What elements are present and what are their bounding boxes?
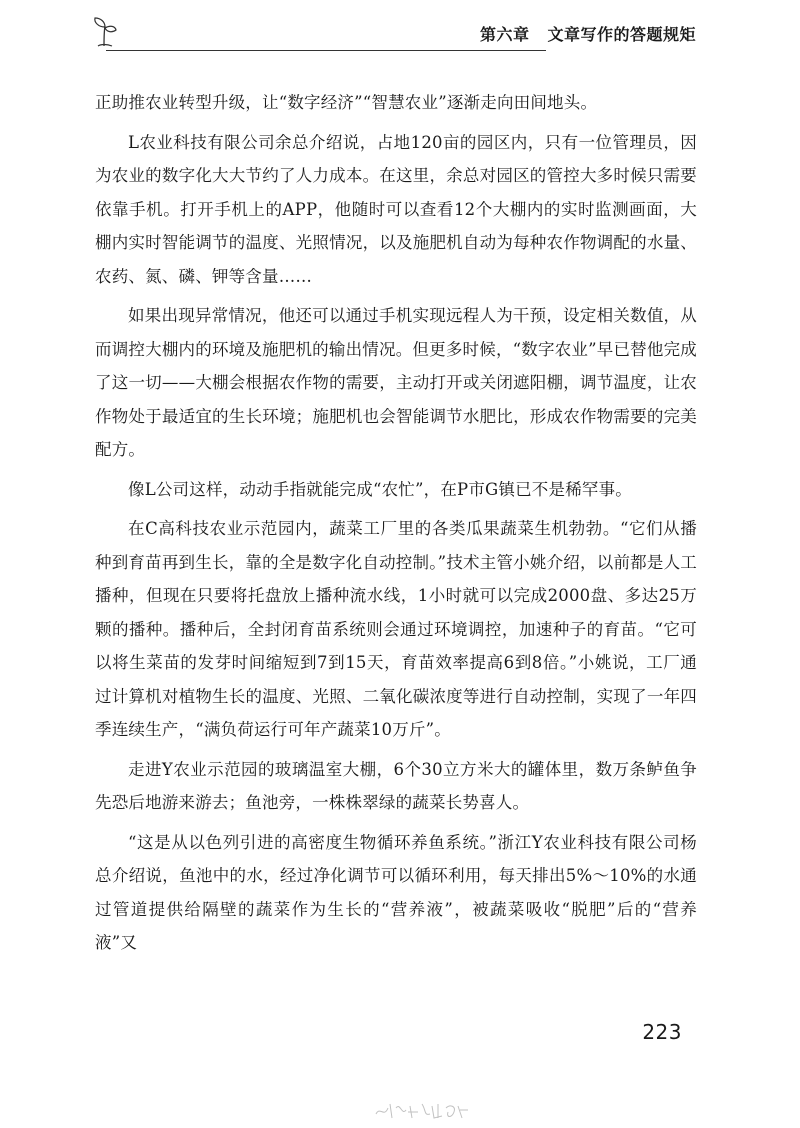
paragraph: 如果出现异常情况，他还可以通过手机实现远程人为干预，设定相关数值，从而调控大棚内的环境及施肥机的输出情况。但更多时候，“数字农业”早已替他完成了这一切——大棚会根据农作物的需要，主动打开或关闭遮阳棚，调节温度，让农作物处于最适宜的生长环境；施肥机也会智能调节水肥比，形成农作物需要的完美配方。 bbox=[95, 306, 697, 459]
chapter-label: 第六章 bbox=[480, 25, 530, 44]
header-rule bbox=[106, 50, 546, 51]
handwritten-stamp bbox=[372, 1098, 472, 1122]
paragraph: L农业科技有限公司余总介绍说，占地120亩的园区内，只有一位管理员，因为农业的数字化大大节约了人力成本。在这里，余总对园区的管控大多时候只需要依靠手机。打开手机上的APP，他随时可以查看12个大棚内的实时监测画面，大棚内实时智能调节的温度、光照情况，以及施肥机自动为每种农作物调配的水量、农药、氮、磷、钾等含量…… bbox=[95, 132, 697, 286]
paragraph: 像L公司这样，动动手指就能完成“农忙”，在P市G镇已不是稀罕事。 bbox=[128, 479, 633, 499]
running-header bbox=[92, 16, 697, 52]
paragraph: “这是从以色列引进的高密度生物循环养鱼系统。”浙江Y农业科技有限公司杨总介绍说，鱼池中的水，经过净化调节可以循环利用，每天排出5%～10%的水通过管道提供给隔壁的蔬菜作为生长的“营养液”，被蔬菜吸收“脱肥”后的“营养液”又 bbox=[95, 832, 697, 952]
paragraph: 正助推农业转型升级，让“数字经济”“智慧农业”逐渐走向田间地头。 bbox=[95, 93, 598, 112]
page-number: 223 bbox=[642, 1020, 682, 1044]
chapter-title: 文章写作的答题规矩 bbox=[547, 25, 697, 44]
body-text bbox=[95, 86, 697, 966]
paragraph: 在C高科技农业示范园内，蔬菜工厂里的各类瓜果蔬菜生机勃勃。“它们从播种到育苗再到生长，靠的全是数字化自动控制。”技术主管小姚介绍，以前都是人工播种，但现在只要将托盘放上播种流水线，1小时就可以完成2000盘、多达25万颗的播种。播种后，全封闭育苗系统则会通过环境调控，加速种子的育苗。“它可以将生菜苗的发芽时间缩短到7到15天，育苗效率提高6到8倍。”小姚说，工厂通过计算机对植物生长的温度、光照、二氧化碳浓度等进行自动控制，实现了一年四季连续生产，“满负荷运行可年产蔬菜10万斤”。 bbox=[95, 519, 697, 739]
paragraph: 走进Y农业示范园的玻璃温室大棚，6个30立方米大的罐体里，数万条鲈鱼争先恐后地游来游去；鱼池旁，一株株翠绿的蔬菜长势喜人。 bbox=[95, 759, 697, 812]
sprout-leaf-icon bbox=[92, 16, 118, 50]
header-chapter-title bbox=[480, 22, 697, 45]
